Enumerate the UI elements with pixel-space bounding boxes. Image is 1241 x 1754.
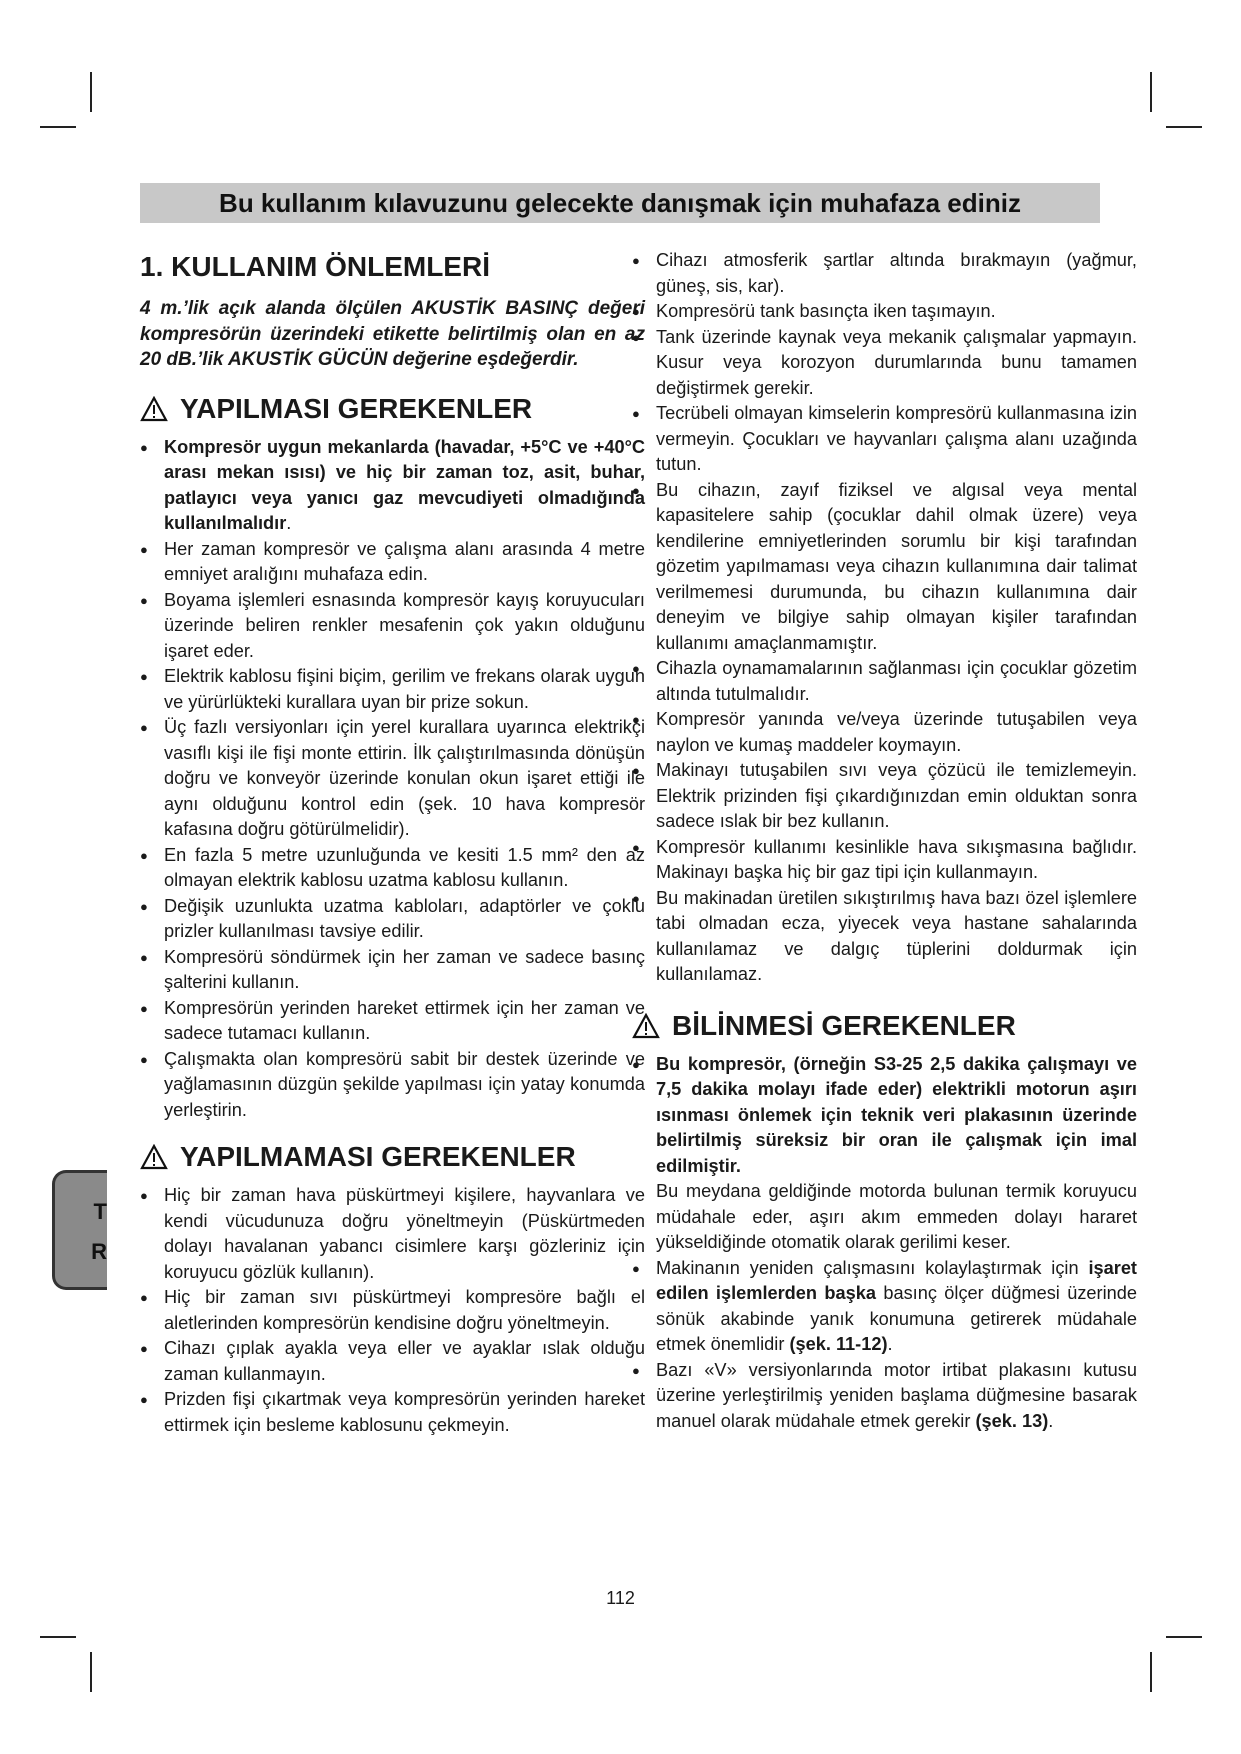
section-title: 1. KULLANIM ÖNLEMLERİ	[140, 251, 490, 282]
crop-mark	[40, 1636, 76, 1638]
list-item: ● Hiç bir zaman hava püskürtmeyi kişilere, hayvanlara ve kendi vücudunuza doğru yöneltmeyin (Püskürtmeden dolayı havalanan yabancı cisimlere karşı gözleriniz için koruyucu gözlük kullanın).	[140, 1183, 645, 1285]
list-item: ● Kompresör uygun mekanlarda (havadar, +5°C ve +40°C arası mekan ısısı) ve hiç bir zaman toz, asit, buhar, patlayıcı veya yanıcı gaz mevcudiyeti olmadığında kullanılmalıdır.	[140, 435, 645, 537]
donts-list-continued	[632, 248, 1137, 988]
list-item: ● Tecrübeli olmayan kimselerin kompresörü kullanmasına izin vermeyin. Çocukları ve hayvanları çalışma alanı uzağında tutun.	[632, 401, 1137, 478]
list-item: ● Kompresörü tank basınçta iken taşımayın.	[632, 299, 1137, 325]
tab-letter: R	[91, 1239, 107, 1264]
list-item: ● En fazla 5 metre uzunluğunda ve kesiti 1.5 mm² den az olmayan elektrik kablosu uzatma kablosu kullanın.	[140, 843, 645, 894]
intro-paragraph: 4 m.’lik açık alanda ölçülen AKUSTİK BASINÇ değeri kompresörün üzerindeki etikette belirtilmiş olan en az 20 dB.’lik AKUSTİK GÜCÜN değerine eşdeğerdir.	[140, 298, 645, 370]
list-item: ● Cihazla oynamamalarının sağlanması için çocuklar gözetim altında tutulmalıdır.	[632, 656, 1137, 707]
list-item: ● Kompresörün yerinden hareket ettirmek için her zaman ve sadece tutamacı kullanın.	[140, 996, 645, 1047]
knows-heading	[632, 1010, 1137, 1042]
knows-title: BİLİNMESİ GEREKENLER	[672, 1009, 1016, 1041]
dos-heading	[140, 393, 645, 425]
list-item: ● Kompresör yanında ve/veya üzerinde tutuşabilen veya naylon ve kumaş maddeler koymayın.	[632, 707, 1137, 758]
right-column	[632, 248, 1137, 1434]
dos-title: YAPILMASI GEREKENLER	[180, 392, 533, 424]
donts-list	[140, 1183, 645, 1438]
list-item: ● Boyama işlemleri esnasında kompresör kayış koruyucuları üzerinde beliren renkler mesafenin çok yakın olduğunu işaret eder.	[140, 588, 645, 665]
list-item: ● Elektrik kablosu fişini biçim, gerilim ve frekans olarak uygun ve yürürlükteki kurallara uyan bir prize sokun.	[140, 664, 645, 715]
page-number: 112	[606, 1588, 635, 1608]
warning-icon	[140, 1144, 168, 1170]
donts-title: YAPILMAMASI GEREKENLER	[180, 1141, 576, 1172]
crop-mark	[1150, 1652, 1152, 1692]
crop-mark	[90, 1652, 92, 1692]
list-item: ● Cihazı atmosferik şartlar altında bırakmayın (yağmur, güneş, sis, kar).	[632, 248, 1137, 299]
crop-mark	[1150, 72, 1152, 112]
language-tab	[52, 1170, 107, 1290]
donts-heading	[140, 1141, 645, 1173]
list-item: ● Üç fazlı versiyonları için yerel kurallara uyarınca elektrikçi vasıflı kişi ile fişi monte ettirin. İlk çalıştırılmasında dönüşün doğru ve konveyör üzerinde konulan okun işaret ettiği ile aynı olduğunu kontrol edin (şek. 10 hava kompresör kafasına doğru götürülmelidir).	[140, 715, 645, 843]
list-item: ● Hiç bir zaman sıvı püskürtmeyi kompresöre bağlı el aletlerinden kompresörün kendisine doğru yöneltmeyin.	[140, 1285, 645, 1336]
list-item: ● Makinanın yeniden çalışmasını kolaylaştırmak için işaret edilen işlemlerden başka basınç ölçer düğmesi üzerinde sönük akabinde yanık konumuna getirerek müdahale etmek önemlidir (şek. 11-12).	[632, 1256, 1137, 1358]
list-item: ● Kompresörü söndürmek için her zaman ve sadece basınç şalterini kullanın.	[140, 945, 645, 996]
list-item: ● Bu cihazın, zayıf fiziksel ve algısal veya mental kapasitelere sahip (çocuklar dahil olmak üzere) veya kendilerine emniyetlerinden sorumlu bir kişi tarafından gözetim yapılmaması veya cihazın kullanımına dair talimat verilmemesi durumunda, bu cihazın kullanımına dair deneyim ve bilgiye sahip olmayan kişiler tarafından kullanımı amaçlanmamıştır.	[632, 478, 1137, 657]
list-item: ● Prizden fişi çıkartmak veya kompresörün yerinden hareket ettirmek için besleme kablosunu çekmeyin.	[140, 1387, 645, 1438]
list-item: ● Makinayı tutuşabilen sıvı veya çözücü ile temizlemeyin. Elektrik prizinden fişi çıkardığınızdan emin olduktan sonra sadece ıslak bir bez kullanın.	[632, 758, 1137, 835]
list-item: ● Değişik uzunlukta uzatma kabloları, adaptörler ve çoklu prizler kullanılması tavsiye edilir.	[140, 894, 645, 945]
knows-list	[632, 1052, 1137, 1435]
left-column	[140, 248, 645, 1438]
list-item: ● Cihazı çıplak ayakla veya eller ve ayaklar ıslak olduğu zaman kullanmayın.	[140, 1336, 645, 1387]
list-item: ● Kompresör kullanımı kesinlikle hava sıkışmasına bağlıdır. Makinayı başka hiç bir gaz tipi için kullanmayın.	[632, 835, 1137, 886]
dos-list	[140, 435, 645, 1124]
warning-icon	[632, 1013, 660, 1039]
list-item: ● Çalışmakta olan kompresörü sabit bir destek üzerinde ve yağlamasının düzgün şekilde yapılması için yatay konumda yerleştirin.	[140, 1047, 645, 1124]
list-item: ● Bu kompresör, (örneğin S3-25 2,5 dakika çalışmayı ve 7,5 dakika molayı ifade eder) elektrikli motorun aşırı ısınması önlemek için teknik veri plakasının üzerinde belirtilmiş süreksiz bir oran ile çalışmak için imal edilmiştir. Bu meydana geldiğinde motorda bulunan termik koruyucu müdahale eder, aşırı akım emmeden dolayı hararet yükseldiğinde otomatik olarak gerilimi keser.	[632, 1052, 1137, 1256]
list-item: ● Her zaman kompresör ve çalışma alanı arasında 4 metre emniyet aralığını muhafaza edin.	[140, 537, 645, 588]
list-item: ● Bazı «V» versiyonlarında motor irtibat plakasını kutusu üzerine yerleştirilmiş yeniden başlama düğmesine basarak manuel olarak müdahale etmek gerekir (şek. 13).	[632, 1358, 1137, 1435]
crop-mark	[90, 72, 92, 112]
crop-mark	[1166, 126, 1202, 128]
crop-mark	[40, 126, 76, 128]
list-item: ● Bu makinadan üretilen sıkıştırılmış hava bazı özel işlemlere tabi olmadan ecza, yiyecek veya hastane sahalarında kullanılamaz ve dalgıç tüplerini doldurmak için kullanılamaz.	[632, 886, 1137, 988]
header-banner: Bu kullanım kılavuzunu gelecekte danışmak için muhafaza ediniz	[140, 183, 1100, 223]
warning-icon	[140, 396, 168, 422]
tab-letter: T	[93, 1199, 107, 1224]
list-item: ● Tank üzerinde kaynak veya mekanik çalışmalar yapmayın. Kusur veya korozyon durumlarında bunu tamamen değiştirmek gerekir.	[632, 325, 1137, 402]
crop-mark	[1166, 1636, 1202, 1638]
